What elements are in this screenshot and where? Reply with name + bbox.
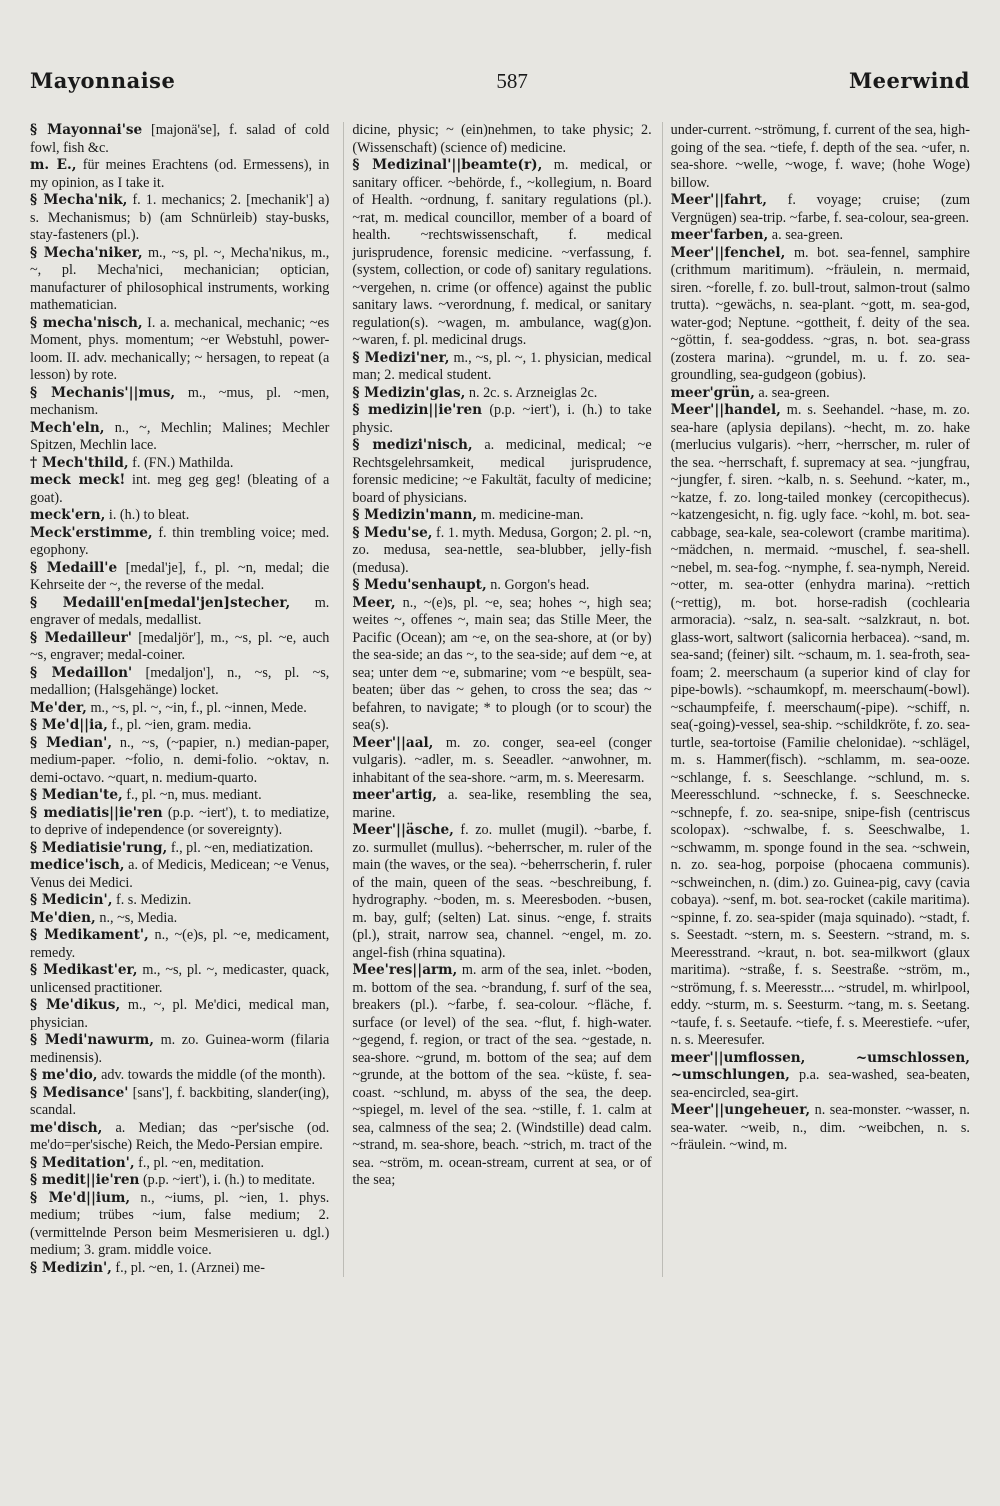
entry-headword: § Mediatisie'rung,	[30, 839, 168, 856]
entry-definition: dicine, physic; ~ (ein)nehmen, to take physic; 2. (Wissenschaft) (science of) medicine.	[352, 122, 652, 156]
dictionary-entry	[30, 507, 329, 525]
entry-headword: § medizi'nisch,	[352, 437, 473, 453]
entry-headword: § Medailleur'	[30, 629, 132, 646]
entry-definition: a. Median; das ~per'sische (od. me'do=per'sische) Reich, the Medo-Persian empire.	[30, 1119, 330, 1153]
entry-definition: m. bot. sea-fennel, samphire (crithmum maritimum). ~fräulein, n. mermaid, siren. ~forelle, f. zo. bull-trout, salmon-trout (salmo trutta). ~gewächs, n. sea-plant. ~gott, m. sea-god, water-god; Neptune. ~gottheit, f. deity of the sea. ~göttin, f. sea-goddess. ~gras, n. bot. sea-grass (zostera marina). ~grundel, m. u. f. zo. sea-groundling, sea-gudgeon (gobius).	[670, 244, 970, 383]
dictionary-entry	[671, 385, 970, 403]
dictionary-entry	[671, 1102, 970, 1155]
entry-definition: m. arm of the sea, inlet. ~boden, m. bottom of the sea. ~brandung, f. surf of the sea, breakers (pl.). ~farbe, f. sea-colour. ~fläche, f. surface (or level) of the sea. ~flut, f. high-water. ~gegend, f. region, or tract of the sea. ~gestade, n. sea-shore. ~grund, m. bottom of the sea; auf dem ~grunde, at the bottom of the sea. ~küste, f. sea-coast. ~schlund, m. abyss of the sea, the deep. ~spiegel, m. level of the sea. ~stille, f. 1. calm at sea, calmness of the sea; 2. (Windstille) dead calm. ~strand, m. sea-shore, beach. ~strich, m. tract of the sea. ~ström, m. ocean-stream, current at sea, or of the sea;	[352, 962, 652, 1188]
dictionary-entry	[30, 315, 329, 385]
entry-definition: n., ~, Mechlin; Malines; Mechler Spitzen, Mechlin lace.	[30, 419, 330, 453]
dictionary-entry	[30, 997, 329, 1032]
entry-headword: Meer'||fenchel,	[670, 244, 786, 261]
entry-headword: § Medaillon'	[30, 664, 133, 681]
entry-definition: (p.p. ~iert'), t. to mediatize, to deprive of independence (or sovereignty).	[30, 804, 330, 838]
entry-definition: m., ~s, pl. ~, ~in, f., pl. ~innen, Mede.	[86, 699, 307, 716]
entry-headword: § Me'd||ia,	[30, 717, 108, 733]
dictionary-entry	[30, 122, 329, 157]
dictionary-entry	[352, 735, 651, 788]
entry-headword: § Medikament',	[30, 927, 149, 943]
dictionary-entry	[30, 735, 329, 788]
entry-definition: a. medicinal, medical; ~e Rechtsgelehrsamkeit, medical jurisprudence, forensic medicine; ~e Fakultät, faculty of medicine; board of physicians.	[352, 437, 652, 506]
entry-headword: § Medizin',	[30, 1259, 112, 1276]
entry-headword: § Median',	[30, 734, 113, 751]
dictionary-entry	[352, 577, 651, 595]
entry-definition: m., ~s, pl. ~, medicaster, quack, unlicensed practitioner.	[30, 962, 330, 996]
entry-headword: meer'artig,	[352, 787, 437, 803]
entry-definition: (p.p. ~iert'), i. (h.) to meditate.	[139, 1172, 316, 1188]
dictionary-entry	[671, 245, 970, 385]
dictionary-entry	[30, 840, 329, 858]
entry-definition: f. (FN.) Mathilda.	[128, 454, 234, 471]
entry-headword: § mecha'nisch,	[30, 314, 143, 331]
dictionary-entry	[30, 525, 329, 560]
entry-headword: § Medizin'glas,	[352, 384, 466, 401]
entry-headword: Meer'||aal,	[352, 734, 434, 751]
dictionary-entry	[30, 1260, 329, 1278]
dictionary-entry	[30, 1155, 329, 1173]
dictionary-entry	[352, 402, 651, 437]
entry-definition: under-current. ~strömung, f. current of the sea, high-going of the sea. ~tiefe, f. depth of the sea. ~ufer, n. sea-shore. ~welle, ~woge, f. wave; (hohe Woge) billow.	[670, 122, 970, 191]
entry-headword: § Medizin'mann,	[352, 507, 478, 523]
entry-definition: f., pl. ~en, mediatization.	[167, 839, 314, 856]
entry-definition: int. meg geg geg! (bleating of a goat).	[30, 472, 330, 506]
entry-headword: Mech'eln,	[30, 419, 105, 436]
dictionary-entry	[671, 1050, 970, 1103]
entry-definition: [majonä'se], f. salad of cold fowl, fish &c.	[30, 122, 330, 156]
page-number: 587	[496, 69, 528, 93]
dictionary-entry	[30, 1085, 329, 1120]
dictionary-entry	[30, 927, 329, 962]
entry-definition: m. zo. conger, sea-eel (conger vulgaris). ~adler, m. s. Seeadler. ~anwohner, m. inhabitant of the sea-shore. ~arm, m. s. Meeresarm.	[352, 734, 652, 786]
entry-headword: meck meck!	[30, 472, 126, 488]
entry-headword: meer'farben,	[670, 227, 769, 243]
dictionary-entry	[352, 385, 651, 403]
dictionary-entry	[30, 630, 329, 665]
entry-definition: m., ~, pl. Me'dici, medical man, physician.	[30, 997, 330, 1031]
entry-headword: meer'||umflossen, ~umschlossen, ~umschlungen,	[670, 1049, 970, 1083]
entry-headword: Meck'erstimme,	[30, 524, 153, 541]
entry-headword: Meer'||handel,	[670, 402, 781, 418]
entry-headword: § Medikast'er,	[30, 962, 138, 978]
dictionary-entry	[30, 962, 329, 997]
column-3	[662, 122, 970, 1277]
dictionary-entry	[352, 962, 651, 1190]
entry-headword: § Median'te,	[30, 787, 123, 803]
dictionary-entry	[30, 245, 329, 315]
entry-headword: § Medizi'ner,	[352, 349, 450, 366]
dictionary-entry	[30, 472, 329, 507]
entry-headword: § medizin||ie'ren	[352, 402, 482, 418]
dictionary-entry	[30, 455, 329, 473]
dictionary-entry	[352, 595, 651, 735]
dictionary-entry	[30, 1190, 329, 1260]
entry-headword: § Mecha'niker,	[30, 244, 143, 261]
entry-headword: m. E.,	[30, 157, 77, 173]
entry-definition: f. 1. myth. Medusa, Gorgon; 2. pl. ~n, zo. medusa, sea-nettle, sea-blubber, jelly-fish (medusa).	[352, 524, 652, 576]
dictionary-entry	[30, 192, 329, 245]
dictionary-entry	[30, 420, 329, 455]
entry-definition: f., pl. ~n, mus. mediant.	[122, 787, 262, 803]
dictionary-entry	[30, 560, 329, 595]
entry-definition: a. sea-like, resembling the sea, marine.	[352, 787, 652, 821]
entry-definition: p.a. sea-washed, sea-beaten, sea-encircled, sea-girt.	[670, 1067, 970, 1101]
entry-definition: [medaljör'], m., ~s, pl. ~e, auch ~s, engraver; medal-coiner.	[30, 629, 330, 663]
dictionary-entry	[30, 1032, 329, 1067]
entry-definition: f. zo. mullet (mugil). ~barbe, f. zo. surmullet (mullus). ~beherrscher, m. ruler of the main (the waves, or the sea). ~beherrscherin, f. ruler of the main, queen of the seas. ~beschreibung, f. hydrography. ~boden, m. s. Meeresboden. ~busen, m. bay, gulf; (selten) Lat. sinus. ~enge, f. straits (pl.), strait, narrow sea, channel. ~engel, m. zo. angel-fish (rhina squatina).	[352, 822, 652, 961]
dictionary-entry	[30, 665, 329, 700]
entry-headword: § Medicin',	[30, 892, 113, 908]
column-2	[343, 122, 651, 1277]
entry-headword: § me'dio,	[30, 1067, 98, 1083]
text-columns	[30, 122, 970, 1277]
entry-headword: § Medu'senhaupt,	[352, 577, 487, 593]
entry-definition: adv. towards the middle (of the month).	[97, 1067, 326, 1083]
entry-definition: n. 2c. s. Arzneiglas 2c.	[465, 384, 598, 401]
dictionary-entry	[30, 1172, 329, 1190]
entry-headword: Me'der,	[30, 699, 87, 716]
entry-definition: f., pl. ~en, meditation.	[134, 1154, 265, 1171]
entry-definition: f. s. Medizin.	[112, 892, 192, 908]
entry-definition: n., ~(e)s, pl. ~e, sea; hohes ~, high sea; weites ~, offenes ~, main sea; das Stille Meer, the Pacific (Ocean); am ~e, on the sea-shore, at (or by) the sea-side; an das ~, to the sea-side; auf dem ~e, at sea; unter dem ~e, submarine; vom ~e bespült, sea-beaten; über das ~ gehen, to cross the sea; das ~ befahren, to navigate; * to plough (or to scour) the sea(s).	[352, 594, 652, 733]
entry-headword: § Me'dikus,	[30, 997, 121, 1013]
entry-headword: § medit||ie'ren	[30, 1172, 140, 1188]
entry-definition: n., ~(e)s, pl. ~e, medicament, remedy.	[30, 927, 330, 961]
entry-definition: a. sea-green.	[768, 227, 844, 243]
entry-headword: § Medisance'	[30, 1084, 129, 1101]
entry-definition: m., ~s, pl. ~, Mecha'nikus, m., ~, pl. Mecha'nici, mechanician; optician, manufacturer of philosophical instruments, working mathematician.	[30, 244, 330, 313]
dictionary-entry	[671, 402, 970, 1050]
dictionary-entry	[352, 437, 651, 507]
dictionary-entry	[30, 1067, 329, 1085]
entry-definition: [medal'je], f., pl. ~n, medal; die Kehrseite der ~, the reverse of the medal.	[30, 559, 330, 593]
entry-definition: n., ~iums, pl. ~ien, 1. phys. medium; trübes ~ium, false medium; 2. (vermittelnde Person beim Mesmerisieren u. dgl.) medium; 3. gram. middle voice.	[30, 1189, 330, 1258]
entry-headword: § Medizinal'||beamte(r),	[352, 157, 543, 173]
entry-headword: § Mecha'nik,	[30, 192, 128, 208]
entry-headword: † Mech'thild,	[30, 454, 129, 471]
dictionary-entry	[30, 595, 329, 630]
entry-headword: § Mayonnai'se	[30, 122, 143, 138]
left-running-headword: Mayonnaise	[30, 68, 176, 93]
page-header	[30, 68, 970, 106]
entry-headword: § Meditation',	[30, 1154, 135, 1171]
dictionary-entry	[30, 892, 329, 910]
entry-headword: § Medaill'e	[30, 559, 118, 576]
dictionary-entry	[30, 910, 329, 928]
entry-definition: m., ~s, pl. ~, 1. physician, medical man; 2. medical student.	[352, 349, 652, 383]
dictionary-entry	[30, 157, 329, 192]
entry-definition: n. sea-monster. ~wasser, n. sea-water. ~weib, n., dim. ~weibchen, n. s. ~fräulein. ~wind, m.	[670, 1102, 970, 1153]
entry-definition: I. a. mechanical, mechanic; ~es Moment, phys. momentum; ~er Webstuhl, power-loom. II. adv. mechanically; ~ hersagen, to repeat (a lesson) by rote.	[30, 314, 330, 383]
entry-headword: § Mechanis'||mus,	[30, 384, 176, 401]
entry-definition: f., pl. ~ien, gram. media.	[107, 717, 252, 733]
entry-definition: a. of Medicis, Medicean; ~e Venus, Venus dei Medici.	[30, 857, 330, 891]
dictionary-entry	[352, 525, 651, 578]
dictionary-entry	[30, 857, 329, 892]
dictionary-entry	[671, 192, 970, 227]
entry-headword: § Medaill'en[medal'jen]stecher,	[30, 594, 291, 611]
entry-headword: Me'dien,	[30, 909, 96, 926]
entry-headword: Meer'||ungeheuer,	[670, 1102, 811, 1118]
entry-definition: [sans'], f. backbiting, slander(ing), scandal.	[30, 1084, 330, 1118]
entry-definition: m. engraver of medals, medallist.	[30, 594, 330, 628]
dictionary-entry	[30, 805, 329, 840]
entry-definition: f., pl. ~en, 1. (Arznei) me-	[111, 1259, 265, 1276]
entry-definition: (p.p. ~iert'), i. (h.) to take physic.	[352, 402, 652, 436]
entry-headword: § Medi'nawurm,	[30, 1032, 154, 1048]
dictionary-entry	[352, 157, 651, 350]
entry-definition: a. sea-green.	[754, 384, 830, 401]
entry-definition: f. thin trembling voice; med. egophony.	[30, 524, 330, 558]
dictionary-entry	[352, 350, 651, 385]
entry-headword: Meer'||fahrt,	[670, 192, 767, 208]
column-1	[30, 122, 333, 1277]
entry-definition: m., ~mus, pl. ~men, mechanism.	[30, 384, 330, 418]
entry-headword: meck'ern,	[30, 507, 106, 523]
dictionary-entry	[30, 717, 329, 735]
entry-headword: meer'grün,	[670, 384, 755, 401]
entry-headword: § Me'd||ium,	[30, 1189, 131, 1206]
right-running-headword: Meerwind	[848, 68, 970, 93]
dictionary-entry	[352, 822, 651, 962]
entry-definition: n. Gorgon's head.	[486, 577, 590, 593]
dictionary-entry	[671, 227, 970, 245]
entry-headword: § Medu'se,	[352, 524, 433, 541]
entry-headword: medice'isch,	[30, 857, 125, 873]
entry-headword: § mediatis||ie'ren	[30, 804, 163, 821]
dictionary-entry	[352, 787, 651, 822]
entry-definition: für meines Erachtens (od. Ermessens), in my opinion, as I take it.	[30, 157, 330, 191]
entry-headword: Meer,	[352, 594, 396, 611]
entry-definition: m. medicine-man.	[477, 507, 584, 523]
entry-headword: Mee'res||arm,	[352, 962, 458, 978]
entry-definition: n., ~s, Media.	[95, 909, 178, 926]
entry-definition: f. voyage; cruise; (zum Vergnügen) sea-trip. ~farbe, f. sea-colour, sea-green.	[670, 192, 970, 226]
dictionary-entry	[30, 700, 329, 718]
entry-definition: [medaljon'], n., ~s, pl. ~s, medallion; (Halsgehänge) locket.	[30, 664, 330, 698]
entry-definition: m. medical, or sanitary officer. ~behörde, f., ~kollegium, n. Board of Health. ~ordnung, f. sanitary regulations (pl.). ~rat, m. medical councillor, member of a board of health. ~rechtswissenschaft, f. medical jurisprudence, forensic medicine. ~verfassung, f. (system, collection, or code of) sanitary regulations. ~vergehen, n. crime (or offence) against the public sanitary laws. ~verordnung, f. medical, or sanitary regulation(s). ~wagen, m. ambulance, wag(g)on. ~waren, f. pl. medicinal drugs.	[352, 157, 652, 348]
entry-definition: m. s. Seehandel. ~hase, m. zo. sea-hare (aplysia depilans). ~hecht, m. zo. hake (merlucius vulgaris). ~herr, ~herrscher, m. ruler of the sea. ~herrschaft, f. supremacy at sea. ~jungfrau, ~jungfer, f. siren. ~kalb, n. s. Seehund. ~kater, m., ~katze, f. zo. long-tailed monkey (cercopithecus). ~katzengesicht, n. fig. ugly face. ~kohl, m. bot. sea-cabbage, sea-kale, sea-colewort (crambe maritima). ~mädchen, n. mermaid. ~muschel, f. sea-shell. ~nebel, m. sea-fog. ~nymphe, f. sea-nymph, Nereid. ~otter, m. sea-otter (enhydra marina). ~rettich (~rettig), m. bot. horse-radish (cochlearia armoracia). ~salz, n. sea-salt. ~salzkraut, n. bot. glass-wort, saltwort (salicornia herbacea). ~sand, m. sea-sand; (feiner) silt. ~schaum, m. 1. sea-froth, sea-foam; 2. meerschaum (a superior kind of clay for pipe-bowls). ~schaumkopf, m. meerschaum(-bowl). ~schaumpfeife, f. meerschaum(-pipe). ~schiff, n. sea(-going)-vessel, sea-ship. ~schildkröte, f. zo. sea-turtle, sea-tortoise (Familie chelonidae). ~schlägel, m. s. Hammer(fisch). ~schlamm, m. sea-ooze. ~schlange, f. s. Seeschlange. ~schlund, m. s. Meeresschlund. ~schnecke, f. s. Seeschnecke. ~schnepfe, f. zo. sea-snipe, snipe-fish (centriscus scolopax). ~schwalbe, f. s. Seeschwalbe, 1. ~schwamm, m. sponge found in the sea. ~schwein, n. zo. sea-hog, porpoise (phocaena communis). ~schweinchen, n. (dim.) zo. Guinea-pig, cavy (cavia cobaya). ~senf, m. bot. sea-rocket (cakile maritima). ~spinne, f. zo. sea-spider (maja squinado). ~stadt, f. s. Seestadt. ~stern, m. s. Seestern. ~strand, m. s. Meeresstrand. ~kraut, n. bot. sea-milkwort (glaux maritima). ~straße, f. s. Seestraße. ~ström, m., ~strömung, f. s. Meeresstr.... ~strudel, m. whirlpool, eddy. ~sturm, m. s. Seesturm. ~tang, m. s. Seetang. ~taufe, f. s. Seetaufe. ~tiefe, f. s. Meerestiefe. ~ufer, n. s. Meeresufer.	[670, 402, 970, 1048]
entry-definition: m. zo. Guinea-worm (filaria medinensis).	[30, 1032, 330, 1066]
dictionary-entry	[352, 122, 651, 157]
entry-headword: me'disch,	[30, 1119, 103, 1136]
dictionary-entry	[30, 1120, 329, 1155]
entry-headword: Meer'||äsche,	[352, 822, 454, 838]
dictionary-entry	[30, 787, 329, 805]
entry-definition: n., ~s, (~papier, n.) median-paper, medium-paper. ~folio, n. demi-folio. ~oktav, n. demi-octavo. ~quart, n. medium-quarto.	[30, 734, 330, 786]
entry-definition: i. (h.) to bleat.	[105, 507, 190, 523]
dictionary-entry	[671, 122, 970, 192]
dictionary-entry	[352, 507, 651, 525]
dictionary-entry	[30, 385, 329, 420]
entry-definition: f. 1. mechanics; 2. [mechanik'] a) s. Mechanismus; b) (am Schnürleib) stay-busks, stay-fasteners (pl.).	[30, 192, 330, 243]
